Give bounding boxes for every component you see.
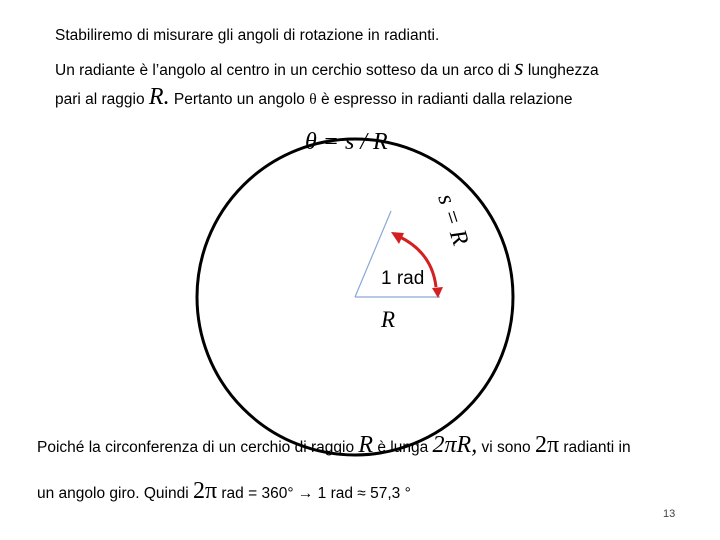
circumference-text-c: vi sono bbox=[477, 439, 535, 456]
definition-text-c: pari al raggio bbox=[55, 91, 149, 108]
circumference-text-b: è lunga bbox=[373, 439, 433, 456]
definition-text-a: Un radiante è l’angolo al centro in un cerchio sotteso da un arco di bbox=[55, 62, 515, 79]
radian-formula: θ = s / R bbox=[305, 129, 388, 155]
symbol-R: R. bbox=[148, 84, 170, 110]
conclusion-line bbox=[37, 478, 411, 505]
intro-line: Stabiliremo di misurare gli angoli di rotazione in radianti. bbox=[55, 27, 440, 44]
circumference-text-d: radianti in bbox=[559, 439, 631, 456]
symbol-2pi-2: 2π bbox=[192, 478, 218, 504]
page-number: 13 bbox=[663, 508, 676, 520]
arrow-icon: → bbox=[297, 485, 314, 502]
angle-label: 1 rad bbox=[381, 268, 425, 289]
symbol-2pi: 2π bbox=[534, 432, 560, 458]
circumference-text-a: Poiché la circonferenza di un cerchio di raggio bbox=[37, 439, 359, 456]
definition-text-e: è espresso in radianti dalla relazione bbox=[316, 91, 573, 108]
conclusion-text-c: 1 rad ≈ 57,3 ° bbox=[313, 485, 411, 502]
radius-label: R bbox=[381, 307, 396, 332]
arc-label: s = R bbox=[432, 190, 474, 249]
symbol-theta: θ bbox=[309, 91, 317, 108]
definition-text-d: Pertanto un angolo bbox=[169, 91, 310, 108]
conclusion-text-b: rad = 360° bbox=[217, 485, 294, 502]
symbol-s: s bbox=[514, 55, 524, 81]
arc-arrowhead-end bbox=[432, 287, 443, 298]
symbol-R-2: R bbox=[358, 432, 374, 458]
definition-text-b: lunghezza bbox=[523, 62, 599, 79]
symbol-2piR: 2πR, bbox=[432, 432, 478, 458]
circumference-line bbox=[37, 432, 631, 459]
conclusion-text-a: un angolo giro. Quindi bbox=[37, 485, 193, 502]
